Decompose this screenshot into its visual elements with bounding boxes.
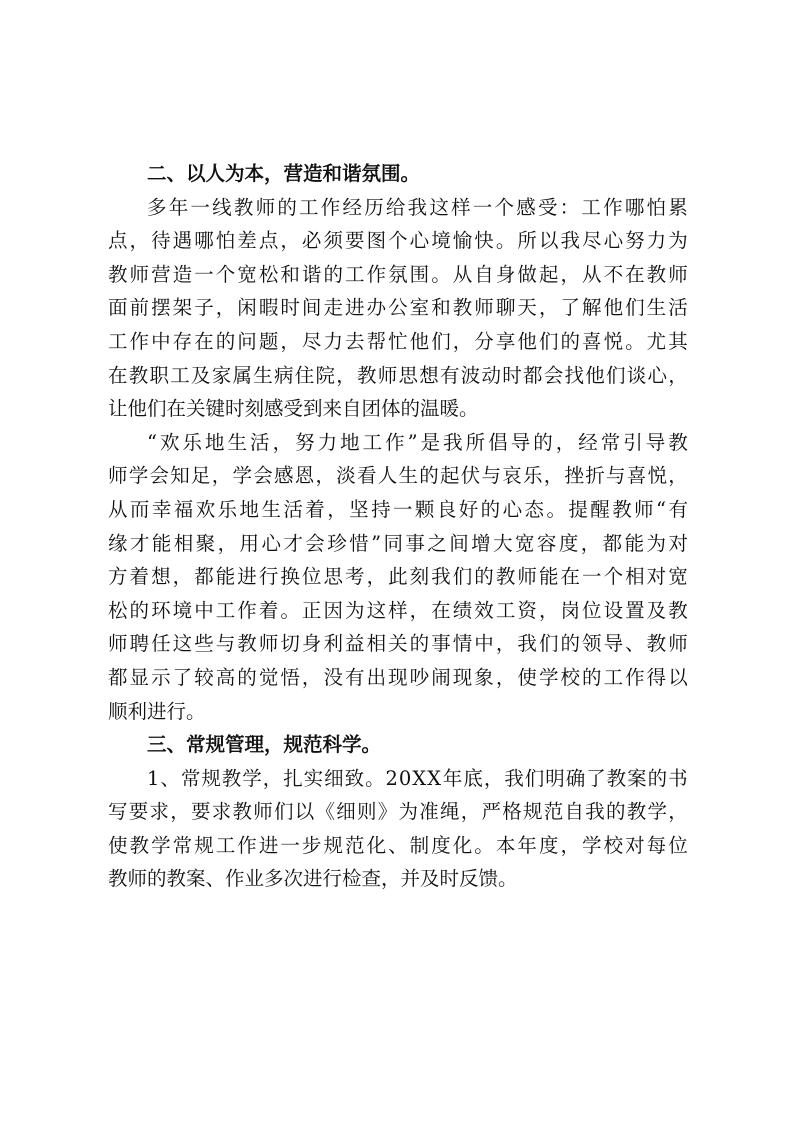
text-line: 1 、 常 规 教 学 ， 扎 实 细 致 。 2 0 X X 年 底 ， 我 们 明 确 了 教 案 的 书 xyxy=(147,766,688,790)
text-line: 都 显 示 了 较 高 的 觉 悟 ， 没 有 出 现 吵 闹 现 象 ， 使 学 校 的 工 作 得 以 xyxy=(108,665,688,689)
text-line: 多 年 一 线 教 师 的 工 作 经 历 给 我 这 样 一 个 感 受 ： 工 作 哪 怕 累 xyxy=(147,195,688,219)
paragraph xyxy=(108,762,688,896)
text-line: 工 作 中 存 在 的 问 题 ， 尽 力 去 帮 忙 他 们 ， 分 享 他 们 的 喜 悦 。 尤 其 xyxy=(108,329,688,353)
paragraph xyxy=(108,426,688,728)
text-line: 从 而 幸 福 欢 乐 地 生 活 着 ， 坚 持 一 颗 良 好 的 心 态 。 提 醒 教 师 “ 有 xyxy=(108,497,688,521)
text-line: 写 要 求 ， 要 求 教 师 们 以 《 细 则 》 为 准 绳 ， 严 格 规 范 自 我 的 教 学 ， xyxy=(108,800,688,824)
text-line: “ 欢 乐 地 生 活 ， 努 力 地 工 作 ” 是 我 所 倡 导 的 ， 经 常 引 导 教 xyxy=(147,430,688,454)
text-line: 师 聘 任 这 些 与 教 师 切 身 利 益 相 关 的 事 情 中 ， 我 们 的 领 导 、 教 师 xyxy=(108,632,688,656)
text-line: 在 教 职 工 及 家 属 生 病 住 院 ， 教 师 思 想 有 波 动 时 都 会 找 他 们 谈 心 ， xyxy=(108,363,688,387)
text-line: 点 ， 待 遇 哪 怕 差 点 ， 必 须 要 图 个 心 境 愉 快 。 所 以 我 尽 心 努 力 为 xyxy=(108,229,688,253)
document-body xyxy=(108,157,688,896)
paragraph xyxy=(108,191,688,426)
text-line: 使 教 学 常 规 工 作 进 一 步 规 范 化 、 制 度 化 。 本 年 度 ， 学 校 对 每 位 xyxy=(108,833,688,857)
text-line: 让他们在关键时刻感受到来自团体的温暖。 xyxy=(108,397,479,421)
section-heading: 二、以人为本，营造和谐氛围。 xyxy=(147,162,421,185)
text-line: 方 着 想 ， 都 能 进 行 换 位 思 考 ， 此 刻 我 们 的 教 师 能 在 一 个 相 对 宽 xyxy=(108,565,688,589)
section-heading: 三、常规管理，规范科学。 xyxy=(147,733,382,757)
text-line: 师 学 会 知 足 ， 学 会 感 恩 ， 淡 看 人 生 的 起 伏 与 哀 乐 ， 挫 折 与 喜 悦 ， xyxy=(108,464,688,488)
text-line: 教师的教案、作业多次进行检查，并及时反馈。 xyxy=(108,867,518,891)
text-line: 教 师 营 造 一 个 宽 松 和 谐 的 工 作 氛 围 。 从 自 身 做 起 ， 从 不 在 教 师 xyxy=(108,262,688,286)
text-line: 松 的 环 境 中 工 作 着 。 正 因 为 这 样 ， 在 绩 效 工 资 ， 岗 位 设 置 及 教 xyxy=(108,598,688,622)
text-line: 缘 才 能 相 聚 ， 用 心 才 会 珍 惜 ” 同 事 之 间 增 大 宽 容 度 ， 都 能 为 对 xyxy=(108,531,688,555)
text-line: 顺利进行。 xyxy=(108,699,206,723)
text-line: 面 前 摆 架 子 ， 闲 暇 时 间 走 进 办 公 室 和 教 师 聊 天 ， 了 解 他 们 生 活 xyxy=(108,296,688,320)
